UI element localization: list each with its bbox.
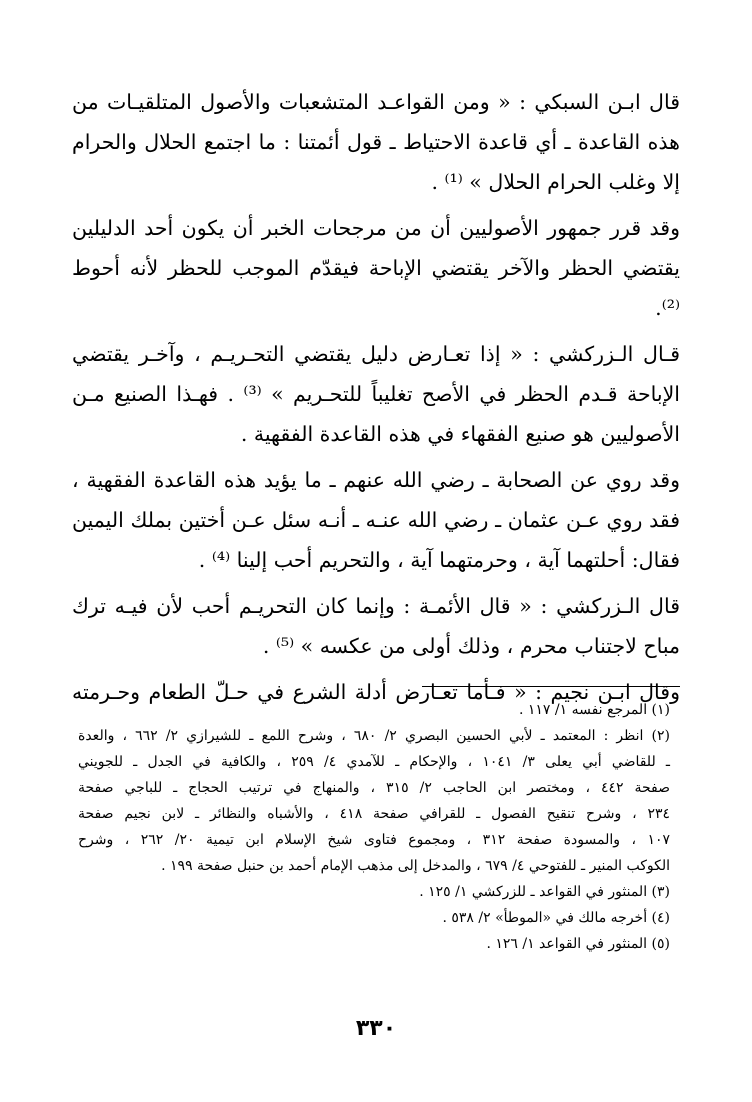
- footnote-line: صفحة ٤٤٢ ، ومختصر ابن الحاجب ٢/ ٣١٥ ، والمنهاج في ترتيب الحجاج ـ للباجي صفحة: [78, 780, 671, 796]
- main-text: [72, 82, 680, 718]
- footnote-line: (٢) انظر : المعتمد ـ لأبي الحسين البصري ٢/ ٦٨٠ ، وشرح اللمع ـ للشيرازي ٢/ ٦٦٢ ، والعدة: [78, 728, 671, 744]
- footnote-line: الكوكب المنير ـ للفتوحي ٤/ ٦٧٩ ، والمدخل إلى مذهب الإمام أحمد بن حنبل صفحة ١٩٩ .: [161, 858, 670, 874]
- footnote-4: [78, 905, 670, 931]
- footnote-line: (٥) المنثور في القواعد ١/ ١٢٦ .: [486, 936, 670, 952]
- text-line: وقد روي عن الصحابة ـ رضي الله عنهم ـ ما يؤيد هذه القاعدة الفقهية ،: [72, 468, 680, 492]
- footnote-line: ٢٣٤ ، وشرح تنقيح الفصول ـ للقرافي صفحة ٤١٨ ، والأشباه والنظائر ـ لابن نجيم صفحة: [78, 806, 670, 822]
- page-number: ٣٣٠: [355, 1016, 397, 1041]
- footnote-line: (١) المرجع نفسه ١/ ١١٧ .: [518, 702, 670, 718]
- text-line: مباح لاجتناب محرم ، وذلك أولى من عكسه » ⁽⁵⁾ .: [262, 634, 680, 658]
- footnote-divider: [422, 686, 680, 687]
- footnote-2: [78, 723, 670, 879]
- text-line: قال ابـن السبكي : « ومن القواعـد المتشعبات والأصول المتلقيـات من: [72, 90, 680, 114]
- text-line: وقال ابـن نجيم : « فـأما تعـارض أدلة الشرع في حـلّ الطعام وحـرمته: [72, 680, 680, 704]
- paragraph-4: [72, 460, 680, 580]
- text-line: يقتضي الحظر والآخر يقتضي الإباحة فيقدّم الموجب للحظر لأنه أحوط ⁽²⁾.: [72, 256, 680, 320]
- footnotes: [78, 697, 670, 957]
- text-line: هذه القاعدة ـ أي قاعدة الاحتياط ـ قول أئمتنا : ما اجتمع الحلال والحرام: [72, 130, 680, 154]
- text-line: فقد روي عـن عثمان ـ رضي الله عنـه ـ أنـه سئل عـن أختين بملك اليمين: [72, 508, 680, 532]
- text-line: فقال: أحلتهما آية ، وحرمتهما آية ، والتحريم أحب إلينا ⁽⁴⁾ .: [198, 548, 680, 572]
- footnote-1: [78, 697, 670, 723]
- paragraph-5: [72, 586, 680, 666]
- text-line: قال الـزركشي : « قال الأئمـة : وإنما كان التحريـم أحب لأن فيـه ترك: [72, 594, 680, 618]
- paragraph-3: [72, 334, 680, 454]
- text-line: إلا وغلب الحرام الحلال » ⁽¹⁾ .: [431, 170, 680, 194]
- text-line: الأصوليين هو صنيع الفقهاء في هذه القاعدة الفقهية .: [240, 422, 680, 446]
- text-line: وقد قرر جمهور الأصوليين أن من مرجحات الخبر أن يكون أحد الدليلين: [72, 216, 680, 240]
- footnote-line: ـ للقاضي أبي يعلى ٣/ ١٠٤١ ، والإحكام ـ للآمدي ٤/ ٢٥٩ ، والكافية في الجدل ـ للجويني: [78, 754, 671, 770]
- paragraph-1: [72, 82, 680, 202]
- footnote-5: [78, 931, 670, 957]
- footnote-line: ١٠٧ ، والمسودة صفحة ٣١٢ ، ومجموع فتاوى شيخ الإسلام ابن تيمية ٢٠/ ٢٦٢ ، وشرح: [78, 832, 671, 848]
- footnote-line: (٤) أخرجه مالك في «الموطأ» ٢/ ٥٣٨ .: [442, 910, 670, 926]
- paragraph-2: [72, 208, 680, 328]
- footnote-line: (٣) المنثور في القواعد ـ للزركشي ١/ ١٢٥ .: [419, 884, 670, 900]
- text-line: قـال الـزركشي : « إذا تعـارض دليل يقتضي التحـريـم ، وآخـر يقتضي: [72, 342, 680, 366]
- text-line: الإباحة قـدم الحظر في الأصح تغليباً للتحـريم » ⁽³⁾ . فهـذا الصنيع مـن: [72, 382, 680, 406]
- footnote-3: [78, 879, 670, 905]
